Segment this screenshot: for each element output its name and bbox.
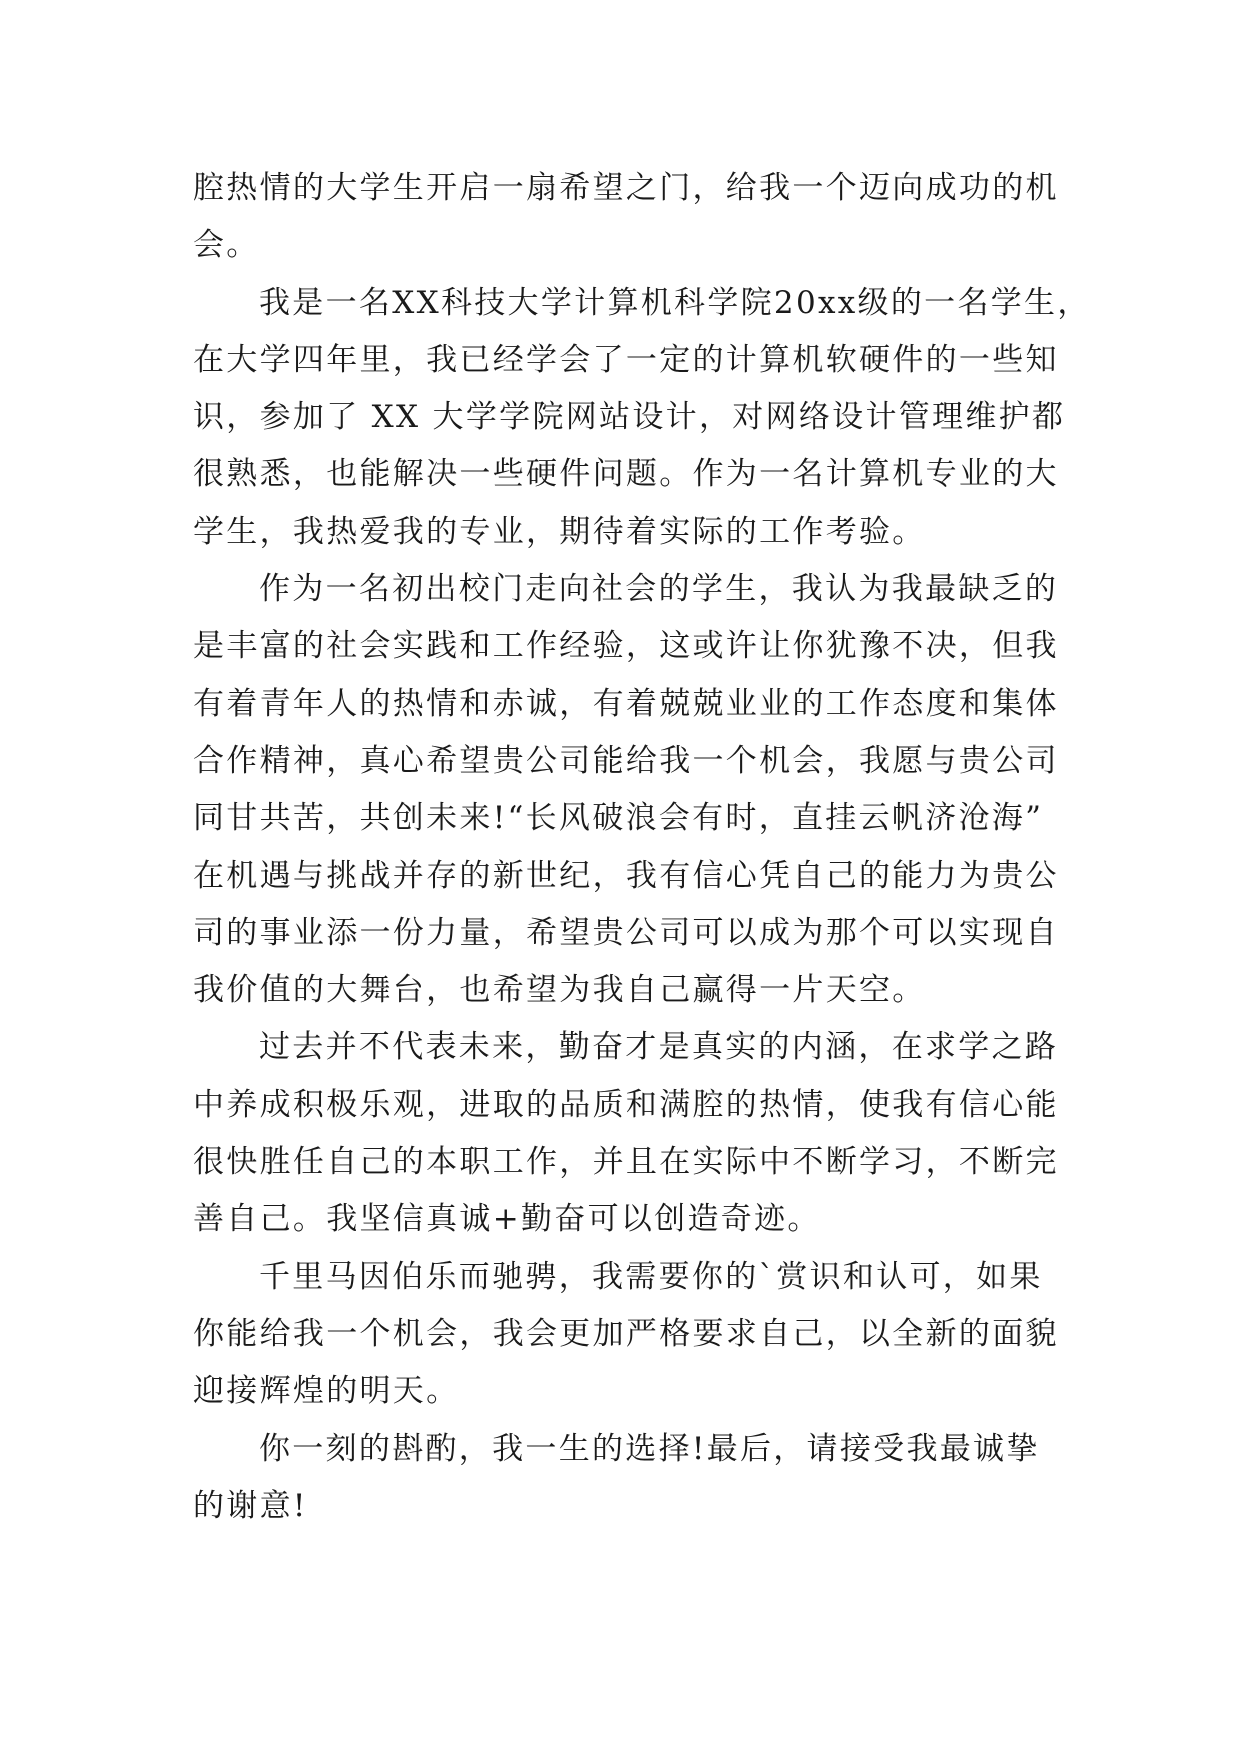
text-line: 中养成积极乐观，进取的品质和满腔的热情，使我有信心能 xyxy=(193,1086,1059,1123)
text-line: 的谢意! xyxy=(193,1487,308,1524)
text-line: 有着青年人的热情和赤诚，有着兢兢业业的工作态度和集体 xyxy=(193,685,1059,722)
text-line: 会。 xyxy=(193,227,260,264)
text-line: 学生，我热爱我的专业，期待着实际的工作考验。 xyxy=(193,513,926,550)
text-line: 在大学四年里，我已经学会了一定的计算机软硬件的一些知 xyxy=(193,341,1059,378)
text-line: 合作精神，真心希望贵公司能给我一个机会，我愿与贵公司 xyxy=(193,742,1059,779)
text-line: 同甘共苦，共创未来!“长风破浪会有时，直挂云帆济沧海” xyxy=(193,800,1044,837)
text-line: 善自己。我坚信真诚+勤奋可以创造奇迹。 xyxy=(193,1201,821,1238)
text-line: 我价值的大舞台，也希望为我自己赢得一片天空。 xyxy=(193,972,926,1009)
paragraph-1 xyxy=(193,160,1093,275)
paragraph-6 xyxy=(193,1421,1093,1536)
text-line: 作为一名初出校门走向社会的学生，我认为我最缺乏的 xyxy=(259,571,1059,608)
text-line: 识，参加了 XX 大学学院网站设计，对网络设计管理维护都 xyxy=(193,399,1066,436)
text-line: 千里马因伯乐而驰骋，我需要你的`赏识和认可，如果 xyxy=(259,1258,1043,1295)
text-line: 你能给我一个机会，我会更加严格要求自己，以全新的面貌 xyxy=(193,1315,1059,1352)
letter-body xyxy=(193,160,1093,1535)
text-line: 是丰富的社会实践和工作经验，这或许让你犹豫不决，但我 xyxy=(193,628,1059,665)
text-line: 我是一名XX科技大学计算机科学院20xx级的一名学生， xyxy=(259,284,1091,321)
paragraph-4 xyxy=(193,1019,1093,1248)
text-line: 司的事业添一份力量，希望贵公司可以成为那个可以实现自 xyxy=(193,914,1059,951)
text-line: 迎接辉煌的明天。 xyxy=(193,1373,460,1410)
text-line: 在机遇与挑战并存的新世纪，我有信心凭自己的能力为贵公 xyxy=(193,857,1059,894)
text-line: 很快胜任自己的本职工作，并且在实际中不断学习，不断完 xyxy=(193,1144,1059,1181)
paragraph-5 xyxy=(193,1249,1093,1421)
paragraph-3 xyxy=(193,561,1093,1019)
text-line: 腔热情的大学生开启一扇希望之门，给我一个迈向成功的机 xyxy=(193,170,1059,206)
text-line: 过去并不代表未来，勤奋才是真实的内涵，在求学之路 xyxy=(259,1029,1059,1066)
paragraph-2 xyxy=(193,275,1093,561)
text-line: 很熟悉，也能解决一些硬件问题。作为一名计算机专业的大 xyxy=(193,456,1059,493)
text-line: 你一刻的斟酌，我一生的选择!最后，请接受我最诚挚 xyxy=(259,1430,1040,1467)
